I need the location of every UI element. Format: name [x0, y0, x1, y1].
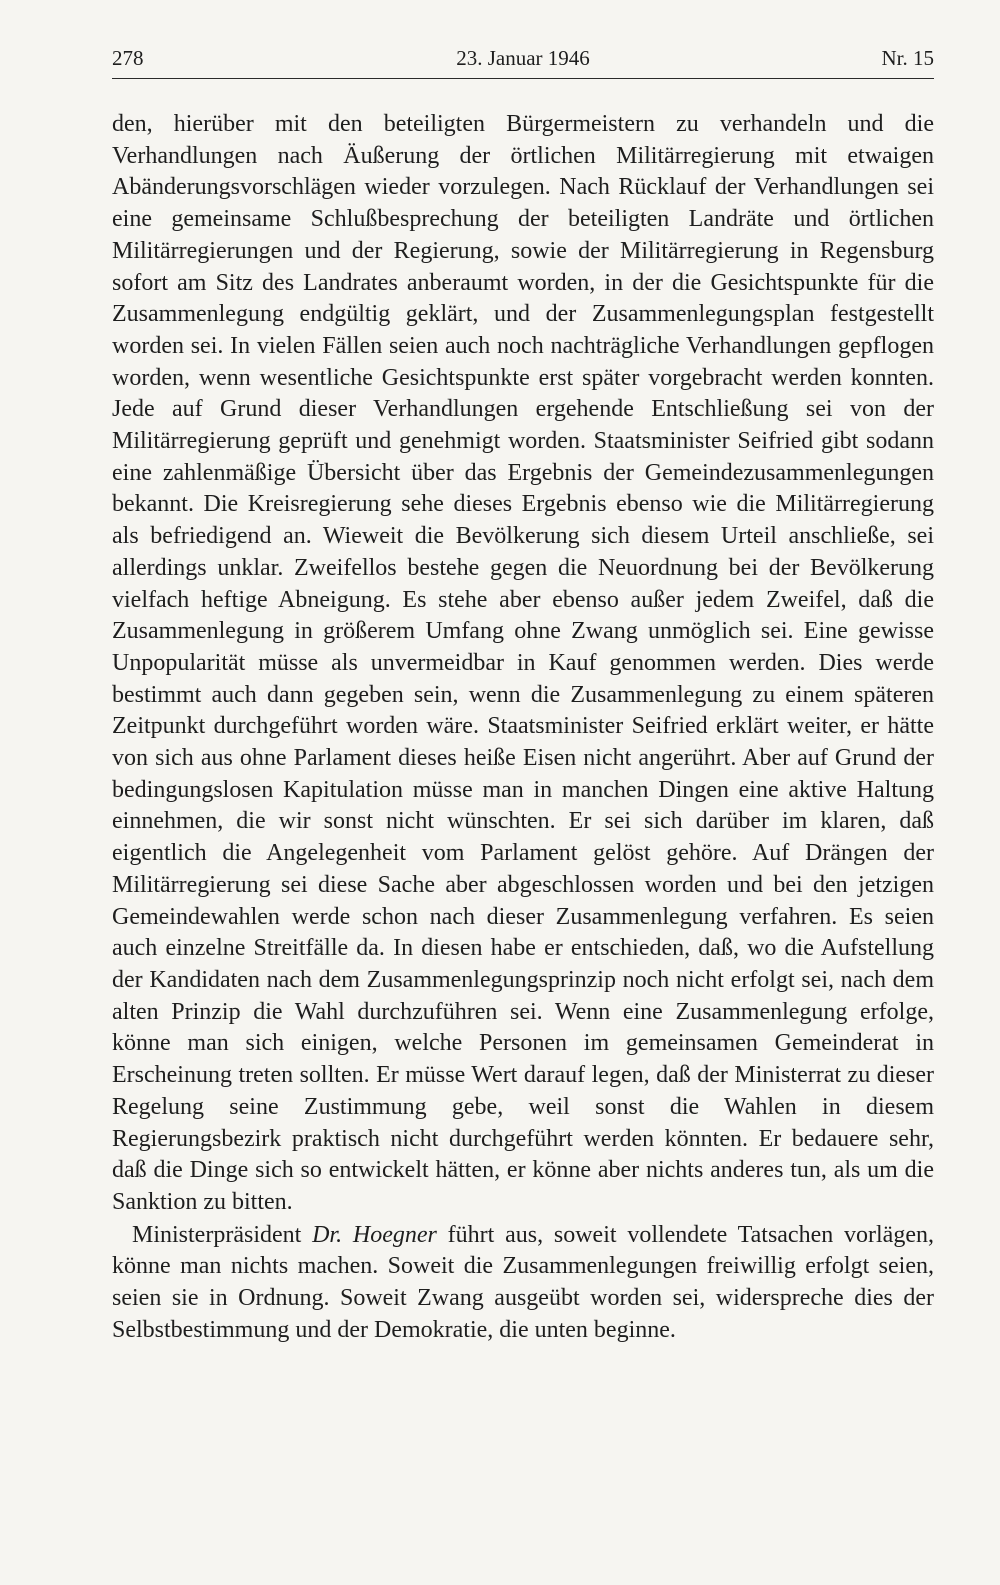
paragraph-lead-text: Ministerpräsident — [132, 1221, 313, 1248]
document-number: Nr. 15 — [881, 46, 934, 70]
paragraph-rest-text: führt aus, soweit vollendete Tatsachen vorlägen, könne man nichts machen. Soweit die Zusammenlegungen freiwillig erfolgt seien, seien sie in Ordnung. Soweit Zwang ausgeübt worden sei, widerspreche dies der Selbstbestimmung und der Demokratie, die unten beginne. — [112, 1221, 934, 1343]
body-text — [112, 109, 934, 1346]
document-page — [112, 38, 934, 1346]
speaker-name: Dr. Hoegner — [312, 1221, 437, 1248]
paragraph-continued: den, hierüber mit den beteiligten Bürgermeistern zu verhandeln und die Verhandlungen nach Äußerung der örtlichen Militärregierung mit etwaigen Abänderungsvorschlägen wieder vorzulegen. Nach Rücklauf der Verhandlungen sei eine gemeinsame Schlußbesprechung der beteiligten Landräte und örtlichen Militärregierungen und der Regierung, sowie der Militärregierung in Regensburg sofort am Sitz des Landrates anberaumt worden, in der die Gesichtspunkte für die Zusammenlegung endgültig geklärt, und der Zusammenlegungsplan festgestellt worden sei. In vielen Fällen seien auch noch nachträgliche Verhandlungen gepflogen worden, wenn wesentliche Gesichtspunkte erst später vorgebracht werden konnten. Jede auf Grund dieser Verhandlungen ergehende Entschließung sei von der Militärregierung geprüft und genehmigt worden. Staatsminister Seifried gibt sodann eine zahlenmäßige Übersicht über das Ergebnis der Gemeindezusammenlegungen bekannt. Die Kreisregierung sehe dieses Ergebnis ebenso wie die Militärregierung als befriedigend an. Wieweit die Bevölkerung sich diesem Urteil anschließe, sei allerdings unklar. Zweifellos bestehe gegen die Neuordnung bei der Bevölkerung vielfach heftige Abneigung. Es stehe aber ebenso außer jedem Zweifel, daß die Zusammenlegung in größerem Umfang ohne Zwang unmöglich sei. Eine gewisse Unpopularität müsse als unvermeidbar in Kauf genommen werden. Dies werde bestimmt auch dann gegeben sein, wenn die Zusammenlegung zu einem späteren Zeitpunkt durchgeführt worden wäre. Staatsminister Seifried erklärt weiter, er hätte von sich aus ohne Parlament dieses heiße Eisen nicht angerührt. Aber auf Grund der bedingungslosen Kapitulation müsse man in manchen Dingen eine aktive Haltung einnehmen, die wir sonst nicht wünschten. Er sei sich darüber im klaren, daß eigentlich die Angelegenheit vom Parlament gelöst gehöre. Auf Drängen der Militärregierung sei diese Sache aber abgeschlossen worden und bei den jetzigen Gemeindewahlen werde schon nach dieser Zusammenlegung verfahren. Es seien auch einzelne Streitfälle da. In diesen habe er entschieden, daß, wo die Aufstellung der Kandidaten nach dem Zusammenlegungsprinzip noch nicht erfolgt sei, nach dem alten Prinzip die Wahl durchzuführen sei. Wenn eine Zusammenlegung erfolge, könne man sich einigen, welche Personen im gemeinsamen Gemeinderat in Erscheinung treten sollten. Er müsse Wert darauf legen, daß der Ministerrat zu dieser Regelung seine Zustimmung gebe, weil sonst die Wahlen in diesem Regierungsbezirk praktisch nicht durchgeführt werden könnten. Er bedauere sehr, daß die Dinge sich so entwickelt hätten, er könne aber nichts anderes tun, als um die Sanktion zu bitten. — [112, 111, 934, 1215]
running-head-date: 23. Januar 1946 — [456, 46, 590, 70]
header-rule — [112, 78, 934, 79]
paragraph-hoegner — [112, 1220, 934, 1347]
running-head — [112, 38, 934, 78]
page-number: 278 — [112, 46, 144, 70]
